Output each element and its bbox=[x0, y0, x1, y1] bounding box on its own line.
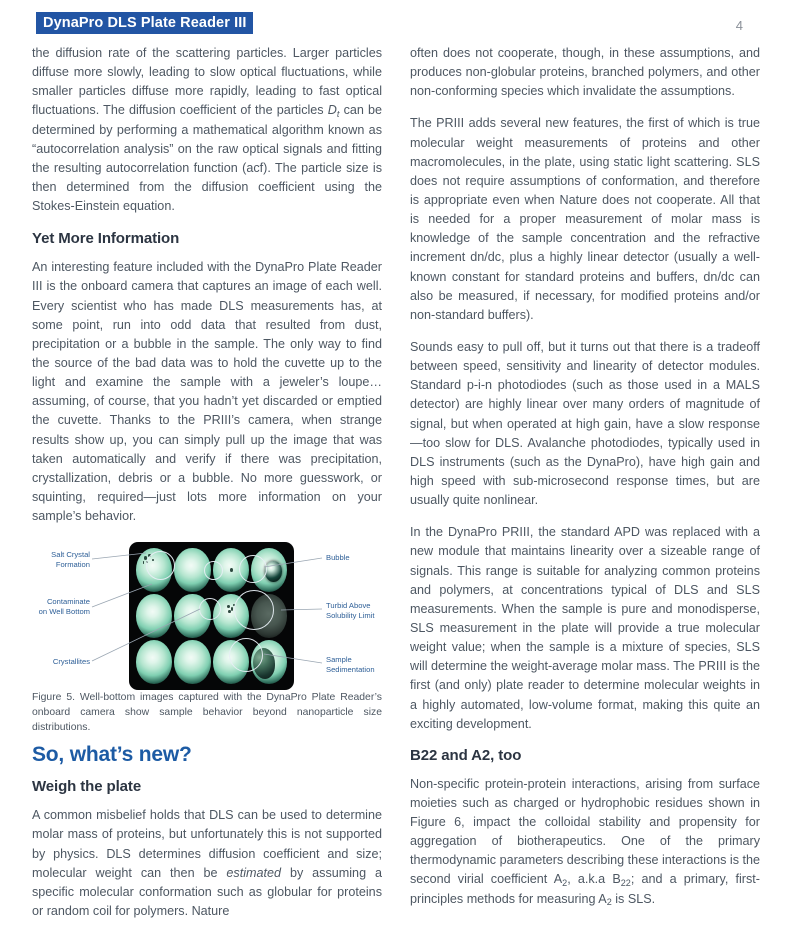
paragraph-text: the diffusion rate of the scattering particles. Larger particles diffuse more slowly, leading to slow optical fluctuations, while smaller particles diffuse more rapidly, leading to fast optical fluctuations. The diffusion coefficient of the particles bbox=[32, 46, 382, 118]
paragraph-text-a: A common misbelief holds that DLS can be used to determine molar mass of proteins, but unfortunately this is not supported by physics. DLS determines diffusion coefficient and size; molecular weight can then be bbox=[32, 808, 382, 880]
figure-label-bubble bbox=[326, 553, 382, 563]
paragraph-text-d: is SLS. bbox=[611, 891, 656, 906]
well-plate-photo bbox=[129, 542, 294, 690]
figure-label-crystallites bbox=[32, 657, 90, 667]
heading-b22-and-a2: B22 and A2, too bbox=[410, 746, 522, 764]
figure-label-line2: Sedimentation bbox=[326, 665, 375, 675]
paragraph-text-b: by assuming a specific molecular conformation such as globular for proteins or random coil for polymers. Nature bbox=[32, 865, 382, 918]
page-number: 4 bbox=[735, 18, 743, 33]
well-r3c1 bbox=[136, 640, 172, 684]
figure-label-line2: Solubility Limit bbox=[326, 611, 375, 621]
figure-label-line2: on Well Bottom bbox=[38, 607, 90, 617]
well-r2c1 bbox=[136, 594, 172, 638]
figure-label-line1: Sample bbox=[326, 655, 352, 665]
callout-ring-turbid bbox=[234, 590, 274, 630]
paragraph-nature-assumptions: often does not cooperate, though, in these assumptions, and produces non-globular proteins, branched polymers, and other non-conforming species which invalidate the assumptions. bbox=[410, 46, 760, 99]
figure-label-line2: Formation bbox=[55, 560, 90, 570]
figure-label-salt-crystal bbox=[32, 550, 90, 570]
figure-label-line1: Contaminate bbox=[46, 597, 90, 607]
paragraph-onboard-camera: An interesting feature included with the DynaPro Plate Reader III is the onboard camera that captures an image of each well. Every scientist who has made DLS measurements has, at some point, run into odd data that resulted from dust, precipitation or a bubble in the sample. The only way to find the source of the bad data was to hold the cuvette up to the light and examine the sample with a jeweler’s loupe… assuming, of course, that you hadn’t yet discarded or emptied the cuvette. Thanks to the PRIII’s camera, when strange results show up, you can simply pull up the image that was taken automatically and verify if there was precipitation, crystallization, debris or a bubble. No more guesswork, or squinting, required—just lots more information on your sample’s behavior. bbox=[32, 260, 382, 524]
paragraph-text-cont: can be determined by performing a mathematical algorithm known as “autocorrelation analysis” on the raw optical signals and fitting the resulting autocorrelation function (acf). The particle size is then determined from the diffusion coefficient using the Stokes-Einstein equation. bbox=[32, 103, 383, 214]
figure-5 bbox=[32, 539, 382, 733]
paragraph-detector-tradeoff: Sounds easy to pull off, but it turns out that there is a tradeoff between speed, sensitivity and linearity of detector modules. Standard p-i-n photodiodes (such as those used in a MALS detector) are highly linear over many orders of magnitude of signal, but when operated at high gain, have a slow response—too slow for DLS. Avalanche photodiodes, typically used in DLS instruments (such as the DynaPro), have high gain and high speed with sub-microsecond response times, but are usually quite nonlinear. bbox=[410, 339, 760, 508]
well-r3c2 bbox=[174, 640, 210, 684]
left-column bbox=[32, 44, 382, 921]
heading-yet-more-information: Yet More Information bbox=[32, 230, 180, 248]
running-header-title: DynaPro DLS Plate Reader III bbox=[43, 14, 247, 31]
paragraph-protein-interactions bbox=[410, 775, 760, 909]
paragraph-text-a: Non-specific protein-protein interactions, arising from surface moieties such as charged or hydrophobic residues shown in Figure 6, impact the colloidal stability and propensity for aggregation of biotherapeutics. One of the primary thermodynamic parameters describing these interactions is the second virial coefficient A bbox=[410, 776, 760, 887]
page-body bbox=[0, 44, 785, 921]
running-header-banner bbox=[36, 12, 253, 34]
figure-label-contaminate bbox=[32, 597, 90, 617]
paragraph-text-b: , a.k.a B bbox=[567, 872, 621, 887]
subscript-a2-second: 2 bbox=[606, 896, 612, 907]
symbol-diffusion-coefficient: $D_t$ bbox=[327, 103, 340, 119]
right-column bbox=[410, 44, 760, 921]
subscript-b22: 22 bbox=[620, 877, 631, 888]
heading-weigh-the-plate: Weigh the plate bbox=[32, 778, 142, 796]
figure-5-caption: Figure 5. Well-bottom images captured with the DynaPro Plate Reader’s onboard camera show sample behavior beyond nanoparticle size distributions. bbox=[32, 692, 382, 733]
figure-label-line1: Salt Crystal bbox=[51, 550, 90, 560]
paragraph-text-italic: estimated bbox=[226, 865, 282, 880]
bubble-artifact bbox=[265, 561, 282, 581]
paragraph-priii-features: The PRIII adds several new features, the first of which is true molecular weight measurements of proteins and other macromolecules, in the plate, using static light scattering. SLS does not require assumptions of conformation, and therefore is appropriate even when Nature does not cooperate. All that is needed for a proper measurement of molar mass is knowledge of the sample concentration and the refractive increment dn/dc, plus a highly linear detector (usually a well-known constant for standard proteins and buffers, dn/dc can also be measured, if necessary, for modified proteins and/or non-standard buffers). bbox=[410, 116, 760, 322]
paragraph-diffusion-rate bbox=[32, 44, 382, 216]
figure-label-line1: Bubble bbox=[326, 553, 350, 563]
figure-label-line1: Crystallites bbox=[52, 657, 90, 667]
heading-so-whats-new: So, what’s new? bbox=[32, 743, 192, 767]
paragraph-misbelief bbox=[32, 806, 382, 921]
paragraph-apd-module: In the DynaPro PRIII, the standard APD was replaced with a new module that maintains linearity over a sizeable range of signals. This range is suitable for analyzing common proteins and polymers, at concentrations typical of DLS and SLS measurements. When the sample is pure and monodisperse, SLS measurement in the plate will provide a true molecular weight value; when the sample is a mixture of species, SLS will determine the weight-average molar mass. The PRIII is the first (and only) plate reader to determine molecular weights in a highly automated, low-volume format, making this quite an exciting development. bbox=[410, 525, 760, 731]
page-header bbox=[0, 0, 785, 44]
figure-label-turbid bbox=[326, 601, 382, 621]
subscript-a2-first: 2 bbox=[562, 877, 568, 888]
paragraph-text-c: ; and a primary, first-principles methods for measuring A bbox=[410, 872, 760, 906]
figure-label-sedimentation bbox=[326, 655, 382, 675]
callout-ring-sedimentation bbox=[229, 638, 263, 672]
figure-label-line1: Turbid Above bbox=[326, 601, 371, 611]
